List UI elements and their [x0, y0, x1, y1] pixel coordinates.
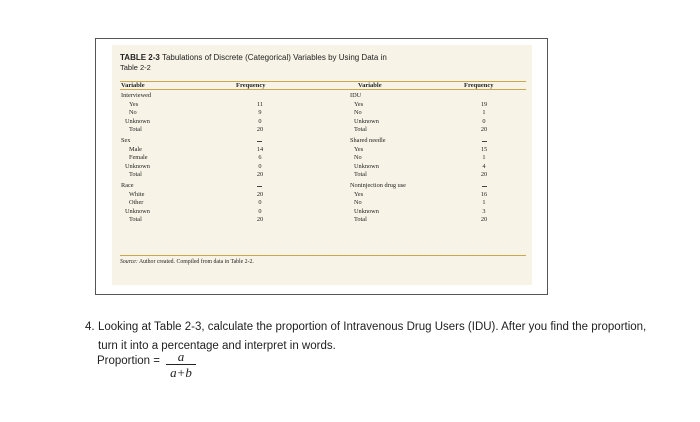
left-row-label: Female — [129, 154, 148, 162]
left-row-label: Unknown — [125, 117, 150, 125]
left-variable-header: Variable — [121, 82, 145, 89]
left-row-value: 11 — [256, 100, 264, 108]
right-row-value: 20 — [480, 171, 488, 179]
right-row-label: Yes — [354, 190, 364, 198]
left-group-divider — [257, 186, 262, 187]
right-row-label: Total — [354, 126, 367, 134]
left-row-label: Yes — [129, 100, 139, 108]
left-row-label: Unknown — [125, 162, 150, 170]
right-row-value: 1 — [482, 154, 486, 162]
left-row-value: 20 — [256, 216, 264, 224]
left-row-label: Sex — [121, 137, 131, 144]
table-bottom-rule — [120, 255, 526, 256]
left-frequency-header: Frequency — [236, 82, 266, 89]
left-row-value: 20 — [256, 190, 264, 198]
table-caption — [120, 53, 387, 73]
right-row-label: Total — [354, 171, 367, 179]
right-row-value: 4 — [482, 162, 486, 170]
right-row-value: 20 — [480, 126, 488, 134]
left-row-value: 0 — [258, 162, 262, 170]
right-group-divider — [482, 186, 487, 187]
table-figure — [95, 38, 548, 295]
source-text: Author created. Compiled from data in Table 2-2. — [138, 259, 254, 265]
table-label: TABLE 2-3 — [120, 53, 160, 62]
right-row-label: No — [354, 109, 362, 117]
right-row-value: 1 — [482, 109, 486, 117]
formula-fraction — [164, 350, 198, 380]
right-row-label: Unknown — [354, 162, 379, 170]
right-row-label: IDU — [350, 92, 362, 99]
right-row-label: Total — [354, 216, 367, 224]
left-row-label: Interviewed — [121, 92, 152, 99]
left-row-value: 0 — [258, 199, 262, 207]
source-label: Source: — [120, 259, 138, 265]
right-row-label: Yes — [354, 145, 364, 153]
left-row-label: Male — [129, 145, 142, 153]
left-row-value: 9 — [258, 109, 262, 117]
header-bottom-rule — [120, 89, 526, 90]
right-row-label: Yes — [354, 100, 364, 108]
table-panel — [112, 45, 532, 285]
table-source — [120, 259, 254, 265]
right-row-label: Unknown — [354, 117, 379, 125]
right-row-value: 3 — [482, 207, 486, 215]
formula-numerator: a — [177, 349, 185, 364]
question-number: 4. — [85, 321, 95, 333]
left-row-label: Total — [129, 171, 142, 179]
table-title: Tabulations of Discrete (Categorical) Variables by Using Data in — [161, 53, 387, 62]
right-row-label: Shared needle — [350, 137, 386, 144]
left-row-value: 6 — [258, 154, 262, 162]
right-row-value: 1 — [482, 199, 486, 207]
left-row-label: Race — [121, 182, 134, 189]
right-row-value: 0 — [482, 117, 486, 125]
proportion-formula — [97, 349, 192, 380]
right-row-label: Noninjection drug use — [350, 182, 406, 189]
left-row-label: Total — [129, 126, 142, 134]
right-row-label: Unknown — [354, 207, 379, 215]
right-row-value: 20 — [480, 216, 488, 224]
question-text: Looking at Table 2-3, calculate the proportion of Intravenous Drug Users (IDU). After you find the proportion, turn it into a percentage and interpret in words. — [98, 321, 647, 352]
left-row-value: 0 — [258, 207, 262, 215]
left-row-value: 14 — [256, 145, 264, 153]
right-row-value: 19 — [480, 100, 488, 108]
right-row-label: No — [354, 199, 362, 207]
left-group-divider — [257, 141, 262, 142]
formula-denominator: a+b — [170, 365, 192, 380]
left-row-value: 0 — [258, 117, 262, 125]
table-subtitle: Table 2-2 — [120, 63, 151, 72]
right-row-value: 16 — [480, 190, 488, 198]
right-frequency-header: Frequency — [464, 82, 494, 89]
left-row-label: Total — [129, 216, 142, 224]
right-group-divider — [482, 141, 487, 142]
formula-label: Proportion = — [97, 355, 160, 367]
left-row-label: Unknown — [125, 207, 150, 215]
right-row-label: No — [354, 154, 362, 162]
left-row-label: No — [129, 109, 137, 117]
left-row-label: White — [129, 190, 145, 198]
right-row-value: 15 — [480, 145, 488, 153]
right-variable-header: Variable — [358, 82, 382, 89]
left-row-label: Other — [129, 199, 144, 207]
left-row-value: 20 — [256, 171, 264, 179]
left-row-value: 20 — [256, 126, 264, 134]
